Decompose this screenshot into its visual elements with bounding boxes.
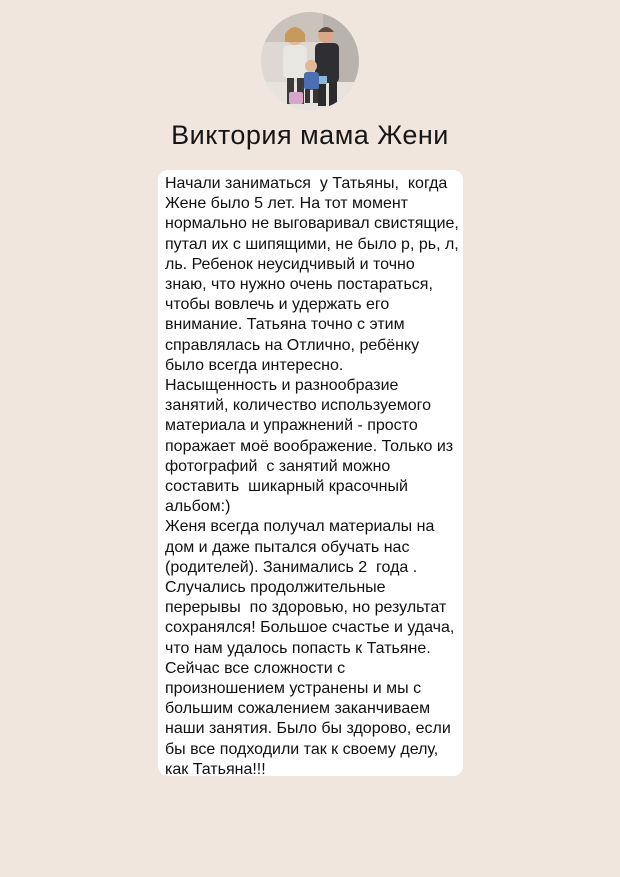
review-line: материала и упражнений - просто <box>165 417 418 435</box>
review-line: дом и даже пытался обучать нас <box>165 538 410 556</box>
review-line: (родителей). Занимались 2 года . <box>165 558 418 576</box>
review-line: чтобы вовлечь и удержать его <box>165 296 390 314</box>
review-line: перерывы по здоровью, но результат <box>165 599 447 617</box>
review-line: Случались продолжительные <box>165 579 386 597</box>
review-line: наши занятия. Было бы здорово, если <box>165 720 451 738</box>
review-line: внимание. Татьяна точно с этим <box>165 316 405 334</box>
review-card <box>158 170 463 776</box>
review-line: бы все подходили так к своему делу, <box>165 740 439 758</box>
review-line: нормально не выговаривал свистящие, <box>165 215 459 233</box>
review-line: произношением устранены и мы с <box>165 680 422 698</box>
review-line: занятий, количество используемого <box>165 397 432 415</box>
review-line: Женя всегда получал материалы на <box>165 518 435 536</box>
review-line: фотографий с занятий можно <box>165 457 391 475</box>
review-line: Насыщенность и разнообразие <box>165 377 399 395</box>
review-line: большим сожалением заканчиваем <box>165 700 431 718</box>
review-line: альбом:) <box>165 498 231 516</box>
reviewer-avatar <box>261 12 359 110</box>
family-photo <box>261 12 359 110</box>
review-line: Начали заниматься у Татьяны, когда <box>165 175 448 192</box>
review-line: знаю, что нужно очень постараться, <box>165 276 433 294</box>
review-text <box>165 174 465 780</box>
review-line: Жене было 5 лет. На тот момент <box>165 195 408 213</box>
review-line: ль. Ребенок неусидчивый и точно <box>165 255 415 273</box>
review-line: сохранялся! Большое счастье и удача, <box>165 619 455 637</box>
review-line: поражает моё воображение. Только из <box>165 437 454 455</box>
review-line: что нам удалось попасть к Татьяне. <box>165 639 431 657</box>
review-line: справлялась на Отлично, ребёнку <box>165 336 420 354</box>
review-line: путал их с шипящими, не было р, рь, л, <box>165 235 459 253</box>
review-line: составить шикарный красочный <box>165 478 408 496</box>
review-line: как Татьяна!!! <box>165 760 266 778</box>
reviewer-name: Виктория мама Жени <box>171 120 449 150</box>
review-line: было всегда интересно. <box>165 356 344 374</box>
review-line: Сейчас все сложности с <box>165 659 346 677</box>
